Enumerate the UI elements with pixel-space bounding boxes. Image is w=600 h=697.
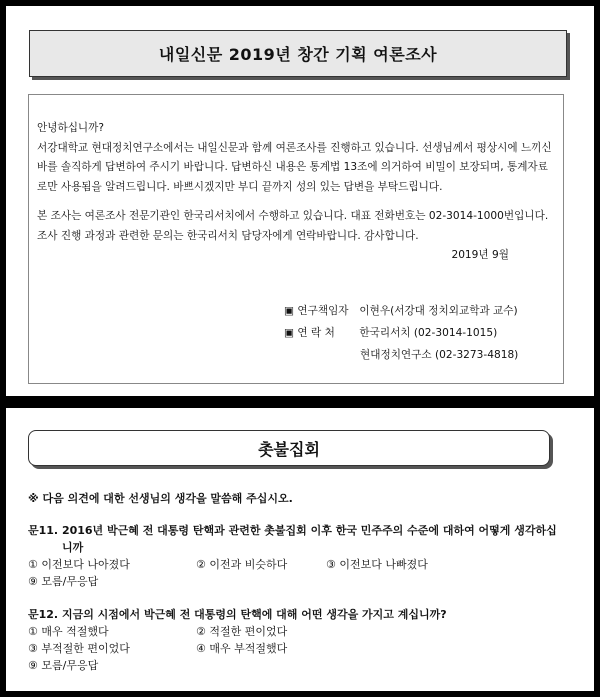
survey-title: 내일신문 2019년 창간 기획 여론조사 — [29, 30, 567, 77]
q12-option-2[interactable]: ② 적절한 편이었다 — [196, 625, 288, 638]
contact-label: ▣ 연 락 처 — [284, 327, 335, 339]
instruction: ※ 다음 의견에 대한 선생님의 생각을 말씀해 주십시오. — [28, 492, 293, 505]
q12-option-9[interactable]: ⑨ 모름/무응답 — [28, 659, 99, 672]
section-title: 촛불집회 — [28, 430, 550, 466]
q12-option-4[interactable]: ④ 매우 부적절했다 — [196, 642, 288, 655]
question-11-text-cont: 니까 — [62, 541, 84, 554]
q12-option-3[interactable]: ③ 부적절한 편이었다 — [28, 642, 130, 655]
contact-info — [284, 300, 518, 366]
survey-date: 2019년 9월 — [451, 249, 509, 261]
researcher-value: 이현우(서강대 정치외교학과 교수) — [359, 305, 518, 317]
question-12 — [28, 606, 588, 674]
contact-value-2: 현대정치연구소 (02-3273-4818) — [360, 349, 519, 361]
intro-text-box — [28, 94, 564, 384]
researcher-label: ▣ 연구책임자 — [284, 305, 349, 317]
survey-intro-panel — [6, 6, 594, 396]
intro-paragraph-1: 서강대학교 현대정치연구소에서는 내일신문과 함께 여론조사를 진행하고 있습니다. 선생님께서 평상시에 느끼신 바를 솔직하게 답변하여 주시기 바랍니다. 답변하신 내용은 통계법 13조에 의거하여 비밀이 보장되며, 통계자료로만 사용됨을 알려드립니다. 바쁘시겠지만 부디 끝까지 성의 있는 답변을 부탁드립니다. — [37, 141, 552, 193]
q11-option-1[interactable]: ① 이전보다 나아졌다 — [28, 558, 130, 571]
q12-option-1[interactable]: ① 매우 적절했다 — [28, 625, 109, 638]
question-12-text: 문12. 지금의 시점에서 박근혜 전 대통령의 탄핵에 대해 어떤 생각을 가지고 계십니까? — [28, 608, 447, 621]
q11-option-9[interactable]: ⑨ 모름/무응답 — [28, 575, 99, 588]
question-11-text: 문11. 2016년 박근혜 전 대통령 탄핵과 관련한 촛불집회 이후 한국 민주주의 수준에 대하여 어떻게 생각하십 — [28, 524, 557, 537]
intro-paragraph-2: 본 조사는 여론조사 전문기관인 한국리서치에서 수행하고 있습니다. 대표 전화번호는 02-3014-1000번입니다. 조사 진행 과정과 관련한 문의는 한국리서치 담당자에게 연락바랍니다. 감사합니다. — [37, 210, 549, 242]
question-11 — [28, 522, 588, 590]
q11-option-2[interactable]: ② 이전과 비슷하다 — [196, 558, 288, 571]
survey-question-panel — [6, 408, 594, 691]
greeting: 안녕하십니까? — [37, 122, 105, 134]
q11-option-3[interactable]: ③ 이전보다 나빠졌다 — [326, 558, 428, 571]
contact-value-1: 한국리서치 (02-3014-1015) — [359, 327, 498, 339]
